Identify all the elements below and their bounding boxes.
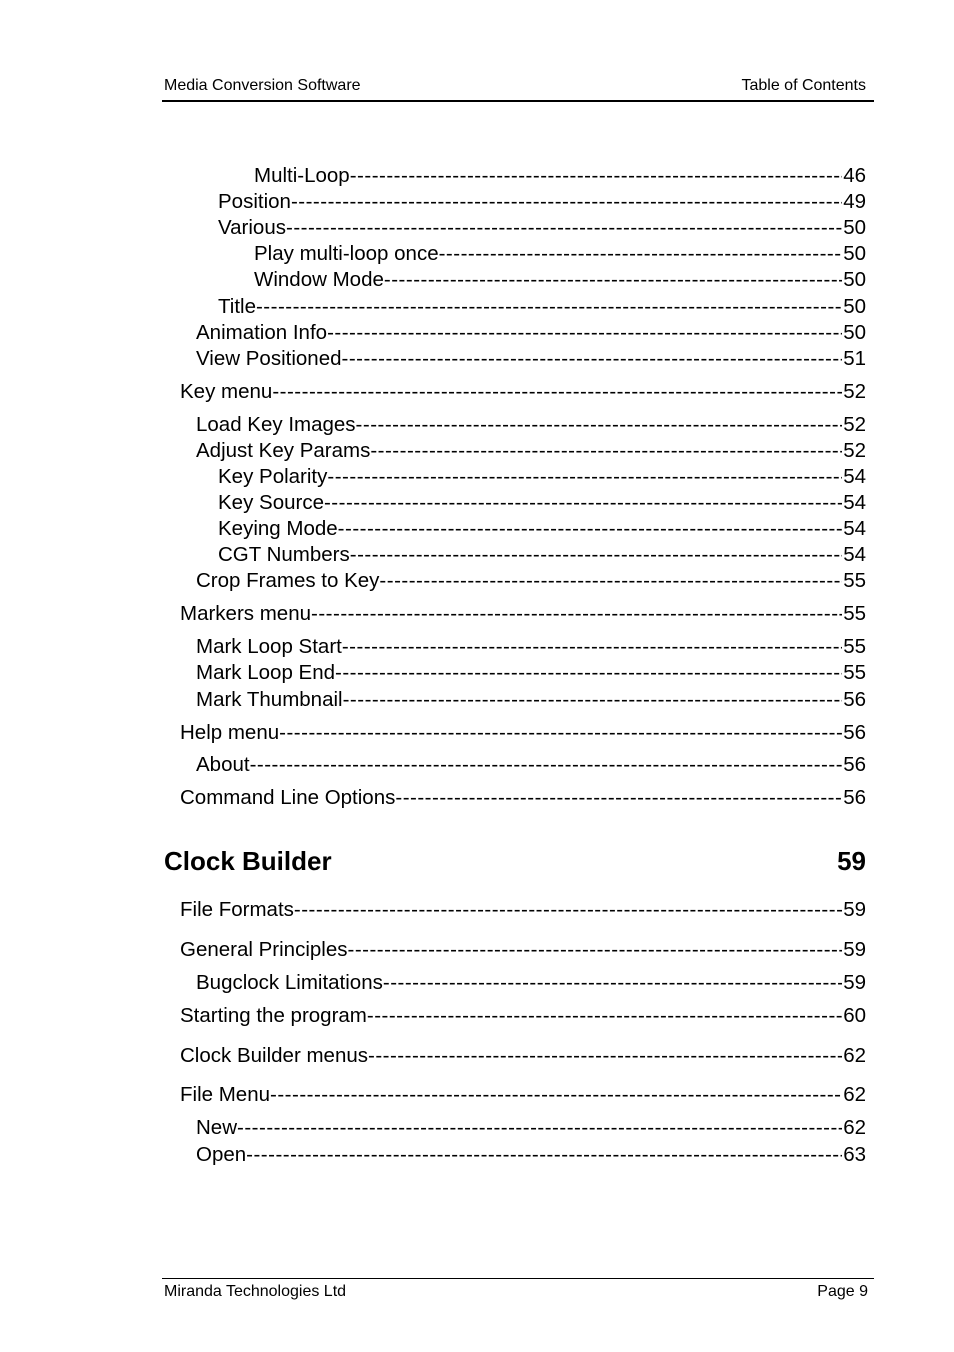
toc-entry-label: Mark Thumbnail [196,688,343,711]
toc-entry[interactable] [196,1115,866,1141]
toc-entry-label: Mark Loop Start [196,635,342,658]
toc-entry[interactable] [180,379,866,405]
toc-entry-label: General Principles [180,938,348,961]
toc-leader [270,1082,842,1108]
toc-entry[interactable] [196,568,866,594]
toc-entry-label: New [196,1116,238,1139]
toc-entry-page: 46 [843,164,866,187]
toc-entry-label: Clock Builder menus [180,1044,368,1067]
toc-entry-label: Load Key Images [196,413,356,436]
toc-chapter-heading[interactable] [164,846,866,878]
toc-entry-label: Crop Frames to Key [196,569,380,592]
toc-leader [350,542,842,568]
toc-leader [246,1142,842,1168]
footer-company: Miranda Technologies Ltd [164,1283,347,1300]
toc-entry-label: Key Source [218,491,324,514]
header-document-title: Media Conversion Software [164,77,361,94]
toc-entry[interactable] [180,785,866,811]
header-section-title: Table of Contents [741,77,866,94]
toc-entry-label: View Positioned [196,347,342,370]
toc-entry-page: 59 [843,971,866,994]
toc-entry[interactable] [218,542,866,568]
toc-entry-label: Markers menu [180,602,312,625]
toc-entry-page: 55 [843,635,866,658]
toc-entry-page: 50 [843,216,866,239]
toc-leader [356,412,843,438]
toc-entry-label: Adjust Key Params [196,439,371,462]
toc-entry-page: 60 [843,1004,866,1027]
toc-entry-label: Position [218,190,291,213]
toc-leader [439,241,843,267]
toc-entry-page: 63 [843,1143,866,1166]
toc-entry-page: 62 [843,1116,866,1139]
toc-entry-page: 52 [843,380,866,403]
toc-entry[interactable] [196,660,866,686]
toc-entry-label: Command Line Options [180,786,396,809]
toc-entry-label: Window Mode [254,268,384,291]
toc-entry[interactable] [254,163,866,189]
toc-entry-page: 51 [843,347,866,370]
page-footer [162,1278,874,1300]
toc-entry-page: 50 [843,268,866,291]
toc-entry-label: Multi-Loop [254,164,350,187]
toc-entry-label: Bugclock Limitations [196,971,383,994]
toc-entry[interactable] [196,412,866,438]
toc-entry-label: Animation Info [196,321,328,344]
toc-entry-label: Open [196,1143,247,1166]
toc-entry[interactable] [254,241,866,267]
toc-leader [348,937,843,963]
toc-entry-label: Help menu [180,721,280,744]
toc-entry-label: About [196,753,250,776]
toc-entry-page: 50 [843,242,866,265]
toc-entry[interactable] [218,215,866,241]
toc-entry[interactable] [180,720,866,746]
toc-entry-label: File Menu [180,1083,271,1106]
toc-entry-page: 54 [843,543,866,566]
toc-leader [342,634,842,660]
toc-entry-page: 54 [843,491,866,514]
toc-entry-page: 56 [843,786,866,809]
toc-entry-label: Key Polarity [218,465,328,488]
toc-leader [395,785,842,811]
toc-entry-label: Mark Loop End [196,661,336,684]
toc-leader [324,490,842,516]
toc-entry-page: 52 [843,413,866,436]
toc-leader [237,1115,842,1141]
toc-entry-label: Key menu [180,380,273,403]
toc-leader [335,660,842,686]
toc-leader [368,1043,842,1069]
toc-entry-label: Play multi-loop once [254,242,439,265]
toc-leader [327,320,842,346]
toc-entry-page: 54 [843,517,866,540]
toc-leader [338,516,843,542]
toc-leader [250,752,843,778]
toc-entry[interactable] [196,1142,866,1168]
toc-leader [272,379,842,405]
toc-entry-label: Various [218,216,286,239]
toc-entry-page: 55 [843,661,866,684]
toc-entry-page: 49 [843,190,866,213]
toc-entry[interactable] [180,1082,866,1108]
toc-entry[interactable] [218,516,866,542]
toc-leader [350,163,842,189]
toc-entry[interactable] [180,897,866,923]
toc-entry-page: 59 [843,938,866,961]
toc-entry[interactable] [180,937,866,963]
toc-entry-label: Title [218,295,256,318]
toc-entry-page: 50 [843,295,866,318]
toc-leader [286,215,842,241]
toc-entry-page: 62 [843,1083,866,1106]
footer-page-number: Page 9 [817,1283,868,1300]
toc-entry[interactable] [218,294,866,320]
toc-entry[interactable] [218,464,866,490]
toc-entry-page: 56 [843,753,866,776]
page-header [162,76,874,102]
toc-entry-label: Keying Mode [218,517,338,540]
toc-entry[interactable] [180,1003,866,1029]
toc-entry[interactable] [196,634,866,660]
toc-entry-page: 56 [843,688,866,711]
toc-leader [256,294,842,320]
toc-leader [279,720,842,746]
toc-leader [367,1003,842,1029]
toc-leader [379,568,842,594]
toc-entry-label: CGT Numbers [218,543,350,566]
toc-entry[interactable] [196,752,866,778]
toc-entry-page: 55 [843,569,866,592]
chapter-title: Clock Builder [164,846,332,876]
toc-entry-label: File Formats [180,898,294,921]
toc-entry-page: 55 [843,602,866,625]
toc-entry[interactable] [180,1043,866,1069]
toc-entry-page: 56 [843,721,866,744]
toc-entry[interactable] [196,438,866,464]
toc-entry-label: Starting the program [180,1004,367,1027]
toc-entry-page: 54 [843,465,866,488]
toc-entry[interactable] [196,346,866,372]
toc-entry[interactable] [218,189,866,215]
toc-entry[interactable] [196,687,866,713]
toc-entry-page: 52 [843,439,866,462]
toc-leader [343,687,843,713]
toc-leader [291,189,842,215]
toc-leader [384,267,842,293]
toc-entry[interactable] [218,490,866,516]
toc-leader [327,464,842,490]
toc-leader [342,346,843,372]
toc-leader [370,438,842,464]
toc-leader [311,601,842,627]
toc-entry-page: 59 [843,898,866,921]
toc-entry[interactable] [180,601,866,627]
toc-leader [383,970,842,996]
toc-leader [294,897,842,923]
toc-entry[interactable] [196,970,866,996]
toc-entry-page: 50 [843,321,866,344]
chapter-page: 59 [837,846,866,876]
toc-entry[interactable] [254,267,866,293]
toc-entry-page: 62 [843,1044,866,1067]
toc-entry[interactable] [196,320,866,346]
